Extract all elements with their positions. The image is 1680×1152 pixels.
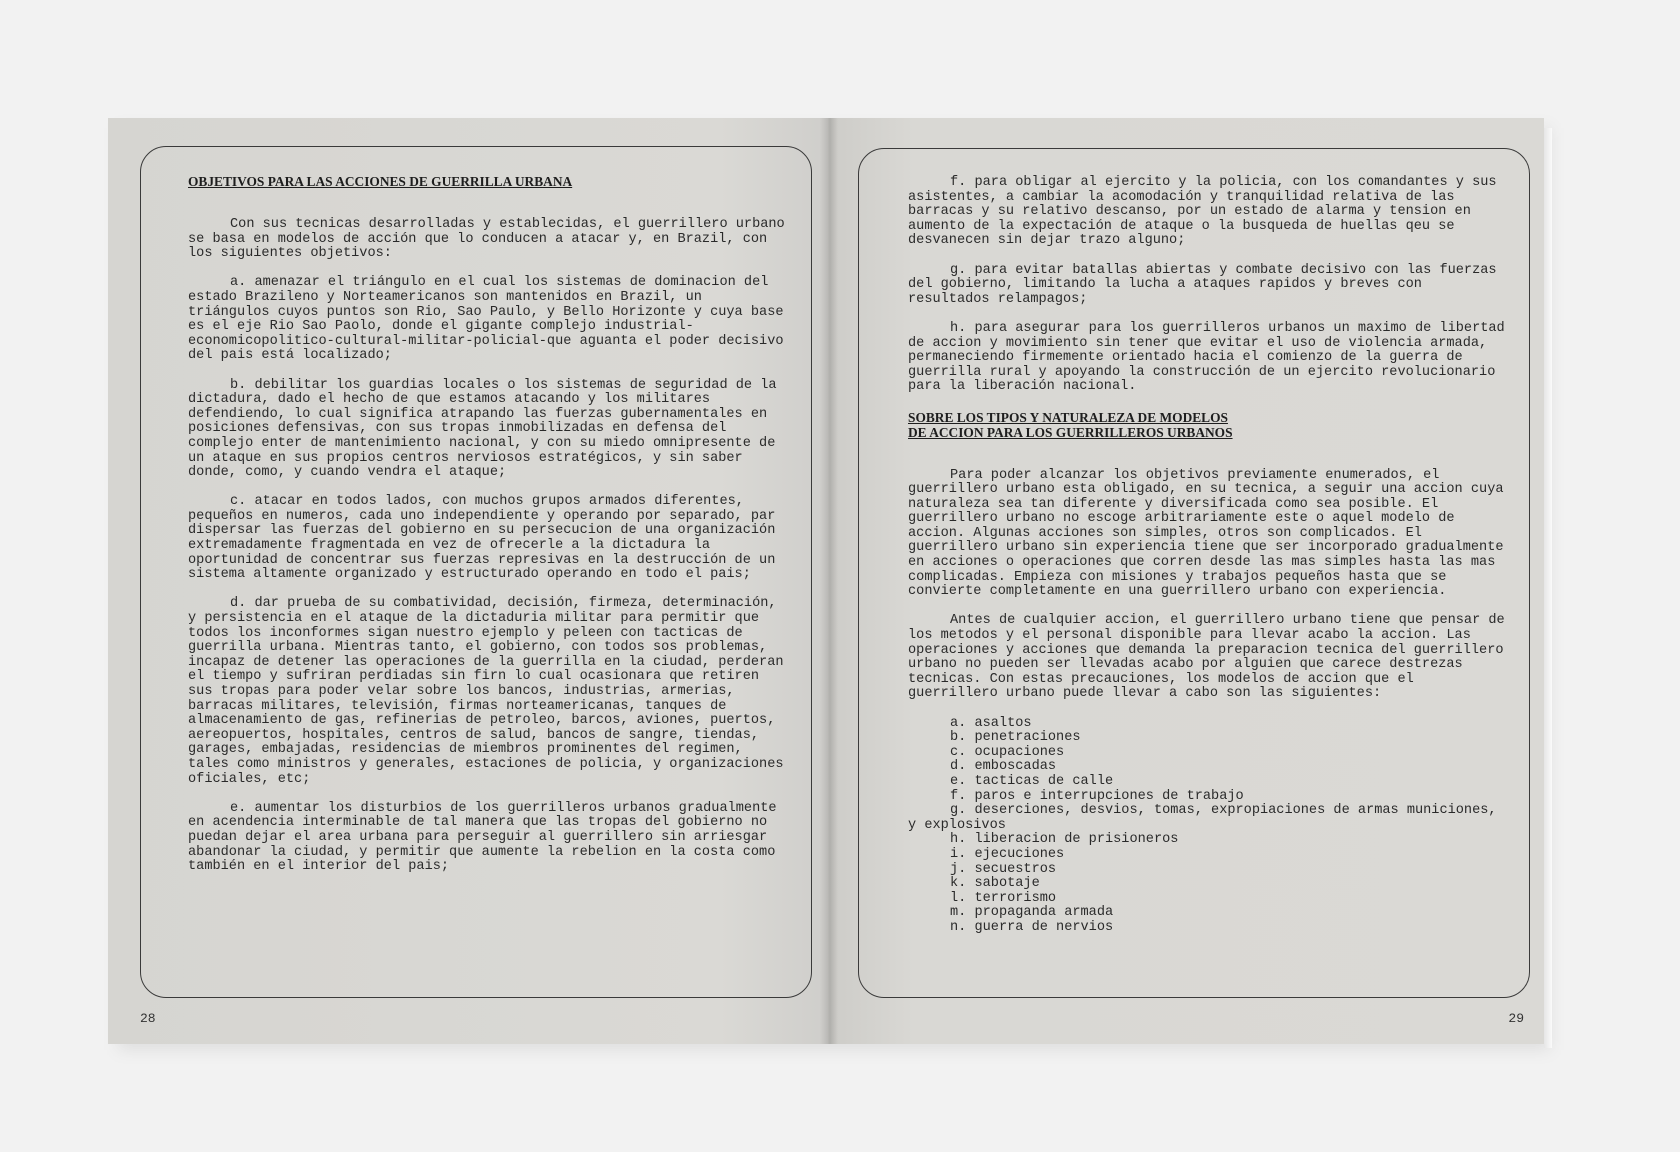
objective-d: d. dar prueba de su combatividad, decisión, firmeza, determinación, y persistencia en el ataque de la dictaduria militar para permitir que todos los inconformes sigan nuestro ejemplo y peleen con tacticas de guerrilla urbana. Mientras tanto, el gobierno, con todos sos problemas, incapaz de detener las operaciones de la guerrilla en la ciudad, perderan el tiempo y sufriran perdiadas sin firn lo cual ocasionara que retiren sus tropas para poder velar sobre los bancos, industrias, armerias, barracas militares, televisión, firmas norteamericanas, tanques de almacenamiento de gas, refinerias de petroleo, barcos, aviones, puertos, aereopuertos, hospitales, centros de salud, bancos de sangre, tiendas, garages, embajadas, residencias de miembros prominentes del regimen, tales como ministros y generales, estaciones de policia, y organizaciones oficiales, etc; [188,596,784,787]
objective-h: h. para asegurar para los guerrilleros urbanos un maximo de libertad de accion y movimiento sin tener que evitar el uso de violencia armada, permaneciendo firmemente orientado hacia el comienzo de la guerra de guerrilla rural y apoyando la construcción de un ejercito revolucionario para la liberación nacional. [908,320,1505,395]
objective-b: b. debilitar los guardias locales o los sistemas de seguridad de la dictadura, dado el hecho de que estamos atacando y los militares defendiendo, lo cual significa atrapando las fuerzas gubernamentales en posiciones defensivas, con sus tropas inmobilizadas en defensa del complejo enter de mantenimiento nacional, y con su miedo omnipresente de un ataque en sus propios centros nerviosos estratégicos, y sin saber donde, como, y cuando vendra el ataque; [188,377,777,481]
list-item: d. emboscadas [950,759,1057,775]
right-heading-line-2: DE ACCION PARA LOS GUERRILLEROS URBANOS [908,424,1233,440]
page-number-left: 28 [140,1011,156,1026]
objective-e: e. aumentar los disturbios de los guerrilleros urbanos gradualmente en acendencia interminable de tal manera que las tropas del gobierno no puedan dejar el area urbana para perseguir al guerrillero sin arriesgar abandonar la ciudad, y permitir que aumente la rebelion en la costa como también en el interior del pais; [188,800,777,875]
left-page [108,118,828,1044]
page-edge [1544,128,1552,1048]
list-item: i. ejecuciones [950,846,1065,862]
list-item: n. guerra de nervios [950,919,1114,935]
book-spread [108,118,1544,1044]
right-page-content [908,176,1508,936]
left-heading: OBJETIVOS PARA LAS ACCIONES DE GUERRILLA URBANA [188,174,573,189]
list-item: c. ocupaciones [950,744,1065,760]
objective-a: a. amenazar el triángulo en el cual los sistemas de dominacion del estado Brazileno y Norteamericanos son mantenidos en Brazil, un triángulos cuyos puntos son Rio, Sao Paulo, y Bello Horizonte y cuya base es el eje Rio Sao Paolo, donde el gigante complejo industrial-economicopolitico-cultural-militar-policial-que aguanta el poder decisivo del pais está localizado; [188,275,784,364]
objective-g: g. para evitar batallas abiertas y combate decisivo con las fuerzas del gobierno, limitando la lucha a ataques rapidos y breves con resultados relampagos; [908,262,1497,307]
left-page-content [188,174,788,889]
list-item: a. asaltos [950,715,1032,731]
page-number-right: 29 [1508,1011,1524,1026]
list-item: h. liberacion de prisioneros [950,832,1179,848]
book-gutter [820,118,838,1044]
list-item: f. paros e interrupciones de trabajo [950,788,1244,804]
objective-c: c. atacar en todos lados, con muchos grupos armados diferentes, pequeños en numeros, cada uno independiente y operando por separado, par dispersar las fuerzas del gobierno en su persecucion de una organización extremadamente fragmentada en vez de ofrecerle a la dictadura la oportunidad de concentrar sus fuerzas represivas en la destrucción de un sistema altamente organizado y estructurado operando en todo el pais; [188,494,776,583]
list-item: b. penetraciones [950,730,1081,746]
list-item: k. sabotaje [950,876,1040,892]
action-models-list [908,717,1508,936]
list-item: e. tacticas de calle [950,773,1114,789]
list-item: j. secuestros [950,861,1057,877]
right-heading-line-1: SOBRE LOS TIPOS Y NATURALEZA DE MODELOS [908,409,1228,425]
list-item: l. terrorismo [950,890,1057,906]
list-item: g. deserciones, desvios, tomas, expropiaciones de armas municiones, y explosivos [908,803,1497,833]
list-item: m. propaganda armada [950,905,1114,921]
right-paragraph-2: Antes de cualquier accion, el guerrillero urbano tiene que pensar de los metodos y el personal disponible para llevar acabo la accion. Las operaciones y acciones que demanda la preparacion tecnica del guerrillero urbano no pueden ser llevadas acabo por alguien que carece destrezas tecnicas. Con estas precauciones, los modelos de accion que el guerrillero urbano puede llevar a cabo son las siguientes: [908,613,1505,702]
right-paragraph-1: Para poder alcanzar los objetivos previamente enumerados, el guerrillero urbano esta obligado, en su tecnica, a seguir una accion cuya naturaleza sea tan diferente y diversificada como sea posible. El guerrillero urbano no escoge arbitrariamente este o aquel modelo de accion. Algunas acciones son simples, otros son complicados. El guerrillero urbano sin experiencia tiene que ser incorporado gradualmente en acciones o operaciones que corren desde las mas simples hasta las mas complicadas. Empieza con misiones y trabajos pequeños hasta que se convierte completamente en una guerrillero urbano con experiencia. [908,467,1504,600]
left-intro: Con sus tecnicas desarrolladas y establecidas, el guerrillero urbano se basa en modelos de acción que lo conducen a atacar y, en Brazil, con los siguientes objetivos: [188,217,785,262]
right-page [828,118,1544,1044]
objective-f: f. para obligar al ejercito y la policia, con los comandantes y sus asistentes, a cambiar la acomodación y tranquilidad relativa de las barracas y su relativo descanso, por un estado de alarma y tension en aumento de la expectación de ataque o la busqueda de huellas qeu se desvanecen sin dejar trazo alguno; [908,175,1497,249]
